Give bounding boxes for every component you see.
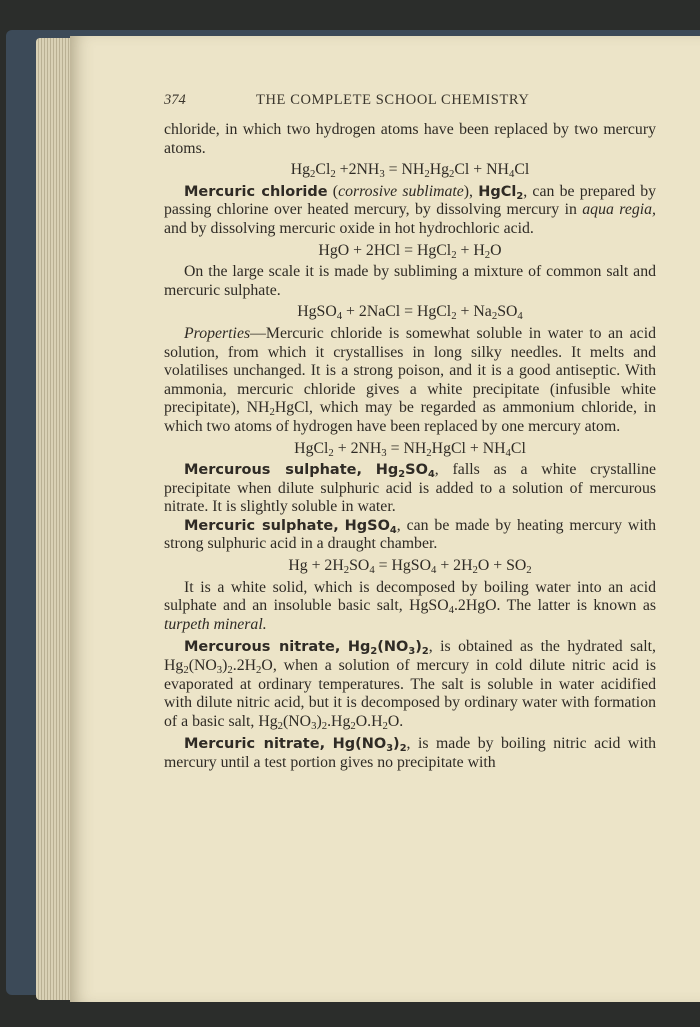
formula-part: HgSO [409,597,449,615]
page-text [164,121,656,773]
italic-turpeth-mineral: turpeth mineral. [164,615,267,633]
eq-sub: 2 [526,564,532,577]
formula-part: O.H [355,712,383,730]
formula-sub: 2 [256,664,262,677]
term-mercuric-chloride: Mercuric chloride [184,183,328,200]
eq-part: O + SO [477,557,527,575]
eq-part: + 2NaCl = HgCl [342,303,452,321]
formula-sub: 2 [183,664,189,677]
formula [478,184,523,200]
formula-part: ) [222,657,228,675]
text-run: , is obtained as the hydrated salt, [428,638,656,656]
formula-sub: 3 [311,719,317,732]
equation [164,440,656,459]
formula-sub: 4 [389,524,397,536]
eq-part: HgCl [294,439,329,457]
eq-sub: 2 [491,310,498,323]
text-run: . [399,712,404,730]
formula [345,518,397,534]
term-mercuric-nitrate: Mercuric nitrate, [184,736,326,753]
formula-part: (NO [377,639,409,656]
eq-sub: 3 [379,168,385,181]
formula-part: HgSO [344,517,390,534]
paragraph-mercurous-sulphate [164,461,656,517]
paragraph-mercuric-nitrate [164,735,656,772]
formula-part: Hg [347,639,371,656]
eq-part: Cl [510,439,526,457]
formula-sub: 3 [216,664,223,677]
formula-part: (NO [283,712,312,730]
paragraph-white-solid [164,579,656,635]
formula-part: O [387,712,400,730]
eq-part: + 2H [436,557,473,575]
eq-sub: 2 [484,248,491,261]
eq-sub: 4 [336,310,343,323]
paragraph-continuation: chloride, in which two hydrogen atoms have been replaced by two mercury atoms. [164,121,656,157]
running-head [164,92,656,112]
formula-part: .Hg [327,712,351,730]
term-mercuric-sulphate: Mercuric sulphate, [184,517,339,534]
formula-part: Hg [375,462,399,479]
formula-part: Hg [164,657,184,675]
formula-sub: 2 [370,646,378,658]
eq-part: Hg [290,161,311,179]
equation [164,557,656,576]
text-run: , is made by boiling nitric acid with mercury until a test portion gives no precipitate with [164,735,656,771]
eq-sub: 2 [472,564,478,577]
formula-sub: 2 [399,743,407,755]
formula-part: .2HgO [453,597,497,615]
text-run: ( [327,182,339,200]
formula [409,597,497,617]
eq-part: HgO + 2HCl = HgCl [318,241,452,259]
eq-sub: 2 [424,168,430,181]
equation [164,303,656,322]
formula-sub: 2 [421,646,429,658]
text-run: , can be made by heating mercury with strong sulphuric acid in a draught chamber. [164,516,657,553]
eq-part: +2NH [335,161,380,179]
eq-part: = HgSO [374,557,431,575]
formula-sub: 3 [408,646,416,658]
formula-sub: 4 [448,604,454,617]
paragraph-mercuric-chloride [164,183,656,239]
eq-sub: 2 [449,168,455,181]
formula-part: .2H [232,657,257,675]
paragraph-mercuric-sulphate [164,517,656,554]
text-run: , can be prepared by passing chlorine over heated mercury, by dissolving mercury in [164,182,656,219]
eq-part: Hg [429,161,449,179]
formula [347,639,429,658]
page-number: 374 [164,92,186,108]
eq-part: + H [456,241,485,259]
formula-sub: 2 [227,664,233,677]
eq-sub: 3 [381,446,387,459]
paragraph-mercurous-nitrate [164,638,656,731]
eq-sub: 2 [451,310,457,323]
formula-sub: 3 [386,743,394,755]
eq-part: Hg + 2H [288,557,344,575]
formula [332,736,407,755]
eq-sub: 2 [328,446,334,459]
formula-part: Hg [258,712,278,730]
eq-part: + 2NH [333,439,382,457]
formula-sub: 2 [398,468,406,480]
formula-part: HgCl [274,399,310,417]
eq-part: O [490,241,502,259]
term-mercurous-nitrate: Mercurous nitrate, [184,639,341,656]
eq-part: + Na [456,303,492,321]
eq-sub: 2 [310,168,316,181]
text-run: It is a white solid, which is decomposed by boiling water into an acid sulphate and an insoluble basic salt, [164,578,656,615]
eq-sub: 2 [451,248,457,261]
eq-part: SO [497,303,518,321]
text-run: , which may be regarded as ammonium chloride, in which two atoms of hydrogen have been replaced by one mercury atom. [164,399,656,435]
alias-corrosive-sublimate: corrosive sublimate [338,182,464,200]
formula-part: Hg(NO [332,736,387,753]
formula-sub: 2 [269,406,275,419]
eq-sub: 2 [426,446,432,459]
formula-part: (NO [188,657,217,675]
equation [164,242,656,261]
paragraph-properties [164,325,656,437]
paragraph-large-scale: On the large scale it is made by subliming a mixture of common salt and mercuric sulphate. [164,263,656,299]
eq-sub: 4 [517,310,523,323]
formula [246,399,310,419]
formula-sub: 2 [321,719,328,732]
formula-sub: 4 [427,468,435,480]
formula-sub: 2 [277,719,283,732]
text-run: ), [463,182,479,200]
running-title: THE COMPLETE SCHOOL CHEMISTRY [256,92,530,108]
formula-part: ) [393,736,400,753]
formula-part: ) [415,639,422,656]
eq-sub: 4 [508,168,515,181]
eq-sub: 4 [505,446,511,459]
text-run: , when a solution of mercury in cold dilute nitric acid is evaporated at ordinary temperatures. The salt is soluble in water acidified with dilute nitric acid, but it is decomposed by ordinary water with formation of a basic salt, [164,657,656,730]
eq-part: HgSO [297,303,337,321]
eq-part: SO [349,557,370,575]
text-run: . The latter is known as [496,597,656,615]
text-run: —Mercuric chloride is somewhat soluble in water to an acid solution, from which it crystallises in long silky needles. It melts and volatilises unchanged. It is a strong poison, and it is a good antiseptic. With ammonia, mercuric chloride gives a white precipitate (infusible white precipitate), [164,324,656,417]
formula-part: ) [316,712,322,730]
eq-part: = NH [384,161,425,179]
eq-sub: 4 [431,564,437,577]
formula-part: O [261,657,273,675]
formula-sub: 2 [350,719,356,732]
eq-part: Cl [315,161,331,179]
formula [376,462,435,478]
formula-part: NH [246,399,270,417]
eq-part: Cl + NH [454,161,509,179]
formula-part: HgCl [478,183,517,200]
term-mercurous-sulphate: Mercurous sulphate, [184,462,362,479]
label-properties: Properties [184,324,251,342]
text-run: and by dissolving mercuric oxide in hot hydrochloric acid. [164,219,534,237]
eq-sub: 2 [343,564,350,577]
italic-aqua-regia: aqua regia, [582,201,656,219]
eq-part: HgCl + NH [431,439,506,457]
eq-sub: 2 [330,168,336,181]
eq-sub: 4 [369,564,375,577]
formula [258,713,399,730]
formula-part: SO [405,462,428,479]
formula-sub: 2 [516,190,524,202]
eq-part: = NH [386,439,427,457]
formula [164,657,273,677]
text-run: , falls as a white crystalline precipitate when dilute sulphuric acid is added to a solution of mercurous nitrate. It is slightly soluble in water. [164,461,656,516]
eq-part: Cl [514,161,530,179]
equation [164,161,656,180]
formula-sub: 2 [382,719,388,732]
